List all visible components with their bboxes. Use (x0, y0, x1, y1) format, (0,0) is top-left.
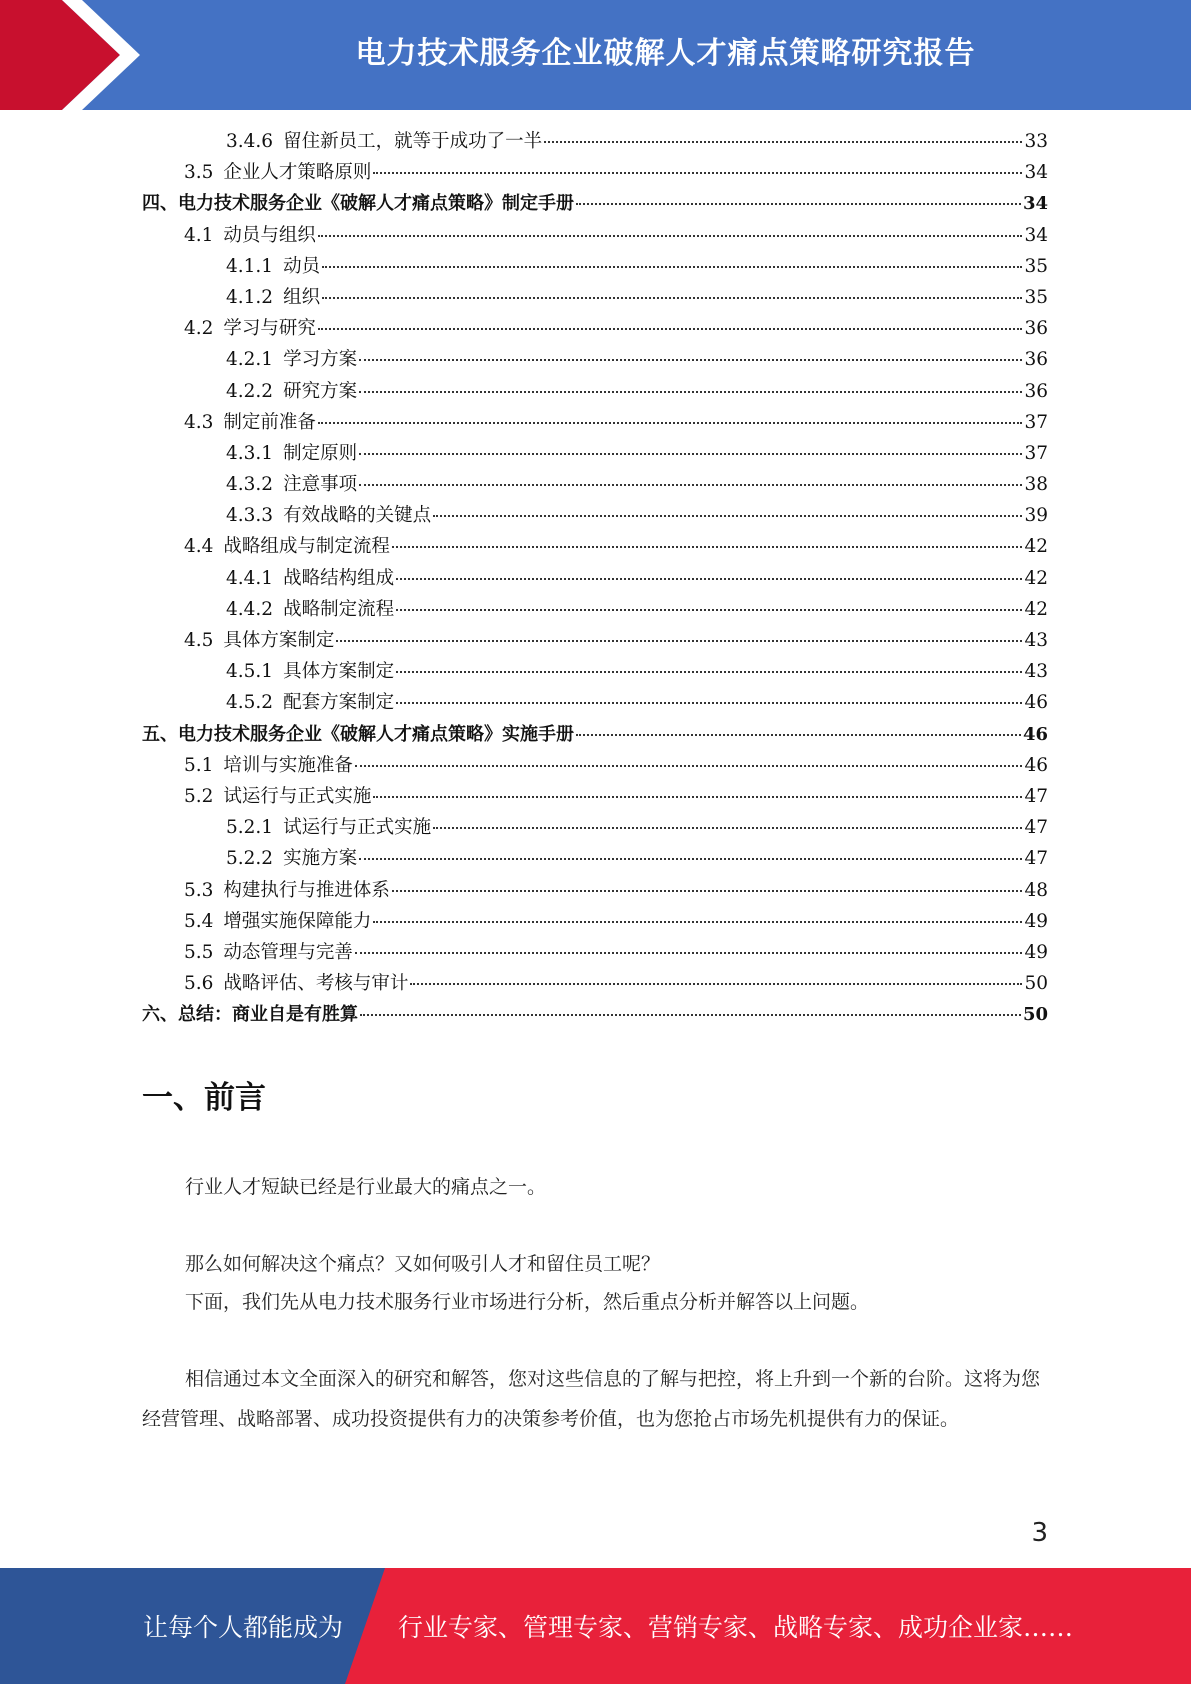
toc-entry-title: 试运行与正式实施 (223, 785, 372, 807)
toc-entry-title: 学习与研究 (223, 318, 316, 340)
toc-entry-number: 4.1.1 (226, 255, 274, 277)
toc-entry-page: 46 (1024, 754, 1048, 776)
toc-entry[interactable] (142, 439, 1048, 470)
toc-entry-title: 实施方案 (283, 848, 358, 870)
toc-entry[interactable] (142, 1000, 1048, 1031)
table-of-contents (142, 127, 1048, 1031)
toc-entry-number: 3.5 (184, 162, 214, 184)
toc-dot-leader (392, 545, 1023, 548)
toc-entry[interactable] (142, 283, 1048, 314)
toc-entry-number: 4.4.2 (226, 598, 274, 620)
toc-entry-page: 46 (1022, 723, 1048, 745)
body-paragraph-2 (142, 1245, 1048, 1321)
toc-entry[interactable] (142, 626, 1048, 657)
toc-entry-page: 34 (1024, 162, 1048, 184)
toc-entry-page: 50 (1024, 973, 1048, 995)
toc-entry-page: 42 (1024, 598, 1048, 620)
toc-dot-leader (336, 639, 1022, 642)
toc-entry-number: 4.1 (184, 224, 214, 246)
toc-dot-leader (322, 296, 1022, 299)
toc-dot-leader (355, 764, 1023, 767)
toc-entry-number: 4.3 (184, 411, 214, 433)
paragraph-text: 行业人才短缺已经是行业最大的痛点之一。 (185, 1176, 547, 1198)
header-arrow-decoration (0, 0, 160, 110)
toc-entry[interactable] (142, 938, 1048, 969)
toc-dot-leader (396, 577, 1022, 580)
toc-entry[interactable] (142, 813, 1048, 844)
toc-entry-title: 动态管理与完善 (223, 941, 353, 963)
toc-entry[interactable] (142, 688, 1048, 719)
toc-dot-leader (318, 327, 1023, 330)
toc-entry[interactable] (142, 377, 1048, 408)
toc-entry[interactable] (142, 158, 1048, 189)
toc-dot-leader (396, 608, 1022, 611)
toc-entry[interactable] (142, 408, 1048, 439)
toc-entry-number: 4.4.1 (226, 567, 274, 589)
toc-entry-title: 战略制定流程 (283, 598, 395, 620)
toc-entry-page: 42 (1024, 567, 1048, 589)
toc-entry-title: 增强实施保障能力 (223, 910, 372, 932)
toc-entry-title: 战略评估、考核与审计 (223, 973, 409, 995)
toc-entry-title: 战略组成与制定流程 (223, 536, 390, 558)
toc-entry[interactable] (142, 127, 1048, 158)
toc-entry-number: 4.3.1 (226, 442, 274, 464)
header-title: 电力技术服务企业破解人才痛点策略研究报告 (355, 36, 976, 71)
toc-entry[interactable] (142, 189, 1048, 220)
toc-dot-leader (373, 171, 1022, 174)
toc-entry-number: 4.5 (184, 630, 214, 651)
toc-dot-leader (359, 452, 1022, 455)
toc-entry[interactable] (142, 969, 1048, 1000)
toc-dot-leader (576, 202, 1021, 205)
toc-entry-number: 5.5 (184, 941, 214, 963)
toc-entry-page: 46 (1024, 692, 1048, 714)
toc-entry[interactable] (142, 532, 1048, 563)
toc-entry-page: 39 (1024, 505, 1048, 527)
toc-entry[interactable] (142, 470, 1048, 501)
toc-entry[interactable] (142, 564, 1048, 595)
section-heading: 一、前言 (142, 1080, 266, 1116)
toc-entry-page: 37 (1024, 411, 1048, 433)
body-paragraph-3 (142, 1359, 1048, 1439)
toc-entry-page: 37 (1024, 442, 1048, 464)
toc-entry-title: 培训与实施准备 (223, 754, 353, 776)
toc-entry-page: 34 (1022, 193, 1048, 215)
toc-entry-number: 4.5.1 (226, 661, 274, 683)
toc-entry-page: 38 (1024, 474, 1048, 496)
toc-entry-title: 制定原则 (283, 442, 358, 464)
toc-entry-title: 战略结构组成 (283, 567, 395, 589)
toc-entry-title: 有效战略的关键点 (283, 505, 432, 527)
paragraph-text: 那么如何解决这个痛点？又如何吸引人才和留住员工呢？ (185, 1253, 661, 1275)
toc-entry-title: 组织 (283, 286, 321, 308)
toc-dot-leader (359, 857, 1022, 860)
page-footer (0, 1568, 1191, 1684)
toc-entry-page: 36 (1024, 349, 1048, 371)
toc-entry-number: 5.2.1 (226, 817, 274, 839)
toc-entry[interactable] (142, 221, 1048, 252)
toc-entry[interactable] (142, 751, 1048, 782)
toc-entry-number: 3.4.6 (226, 131, 274, 152)
toc-dot-leader (360, 1013, 1021, 1016)
page-number: 3 (1031, 1518, 1048, 1548)
toc-entry-page: 35 (1024, 255, 1048, 277)
footer-slogan-right: 行业专家、管理专家、营销专家、战略专家、成功企业家…… (398, 1613, 1074, 1642)
toc-entry-page: 50 (1022, 1004, 1048, 1026)
toc-dot-leader (322, 265, 1022, 268)
toc-entry[interactable] (142, 501, 1048, 532)
toc-entry-page: 43 (1024, 661, 1048, 683)
toc-entry-title: 制定前准备 (223, 411, 316, 433)
toc-entry-number: 4.5.2 (226, 692, 274, 714)
toc-entry-title: 注意事项 (283, 474, 358, 496)
toc-dot-leader (433, 826, 1022, 829)
toc-dot-leader (410, 982, 1022, 985)
toc-dot-leader (396, 670, 1022, 673)
toc-entry-page: 42 (1024, 536, 1048, 558)
toc-entry-page: 49 (1024, 910, 1048, 932)
toc-entry[interactable] (142, 595, 1048, 626)
toc-dot-leader (359, 483, 1022, 486)
toc-entry-page: 47 (1024, 848, 1048, 870)
toc-entry-number: 4.2.2 (226, 380, 274, 402)
toc-entry-page: 36 (1024, 380, 1048, 402)
toc-entry-number: 5.2 (184, 785, 214, 807)
paragraph-text: 相信通过本文全面深入的研究和解答，您对这些信息的了解与把控，将上升到一个新的台阶。这将为您经营管理、战略部署、成功投资提供有力的决策参考价值，也为您抢占市场先机提供有力的保证。 (142, 1368, 1041, 1430)
toc-entry[interactable] (142, 720, 1048, 751)
toc-entry-page: 47 (1024, 817, 1048, 839)
toc-entry-page: 34 (1024, 224, 1048, 246)
toc-dot-leader (433, 514, 1022, 517)
toc-entry-number: 5.3 (184, 879, 214, 901)
toc-entry-page: 36 (1024, 318, 1048, 340)
toc-dot-leader (373, 795, 1022, 798)
toc-entry-number: 4.4 (184, 536, 214, 558)
toc-entry-number: 5.1 (184, 754, 214, 776)
toc-entry-page: 48 (1024, 879, 1048, 901)
footer-slogan-left: 让每个人都能成为 (143, 1613, 344, 1642)
toc-entry-title: 企业人才策略原则 (223, 162, 372, 184)
toc-entry-title: 具体方案制定 (223, 630, 335, 651)
toc-dot-leader (359, 390, 1022, 393)
toc-entry[interactable] (142, 782, 1048, 813)
toc-entry-title: 动员与组织 (223, 224, 316, 246)
toc-entry-number: 4.1.2 (226, 286, 274, 308)
toc-entry-number: 4.2.1 (226, 349, 274, 371)
toc-entry[interactable] (142, 252, 1048, 283)
toc-entry-page: 49 (1024, 941, 1048, 963)
toc-entry-number: 5.4 (184, 910, 214, 932)
toc-entry-page: 43 (1024, 630, 1048, 651)
toc-entry[interactable] (142, 314, 1048, 345)
toc-entry[interactable] (142, 657, 1048, 688)
toc-dot-leader (355, 951, 1023, 954)
toc-entry-number: 4.3.3 (226, 505, 274, 527)
toc-entry-title: 四、电力技术服务企业《破解人才痛点策略》制定手册 (142, 193, 574, 215)
toc-entry-number: 5.6 (184, 973, 214, 995)
toc-entry-title: 试运行与正式实施 (283, 817, 432, 839)
toc-entry-title: 学习方案 (283, 349, 358, 371)
toc-entry-title: 留住新员工，就等于成功了一半 (283, 131, 543, 152)
page-header (0, 0, 1191, 110)
toc-entry-title: 六、总结：商业自是有胜算 (142, 1004, 358, 1026)
toc-entry-title: 具体方案制定 (283, 661, 395, 683)
toc-dot-leader (396, 701, 1022, 704)
toc-entry-number: 4.3.2 (226, 474, 274, 496)
toc-dot-leader (359, 358, 1022, 361)
toc-entry-page: 33 (1024, 131, 1048, 152)
toc-entry-title: 配套方案制定 (283, 692, 395, 714)
toc-entry-page: 35 (1024, 286, 1048, 308)
body-paragraph-1 (142, 1168, 1048, 1206)
toc-entry-title: 构建执行与推进体系 (223, 879, 390, 901)
paragraph-text: 下面，我们先从电力技术服务行业市场进行分析，然后重点分析并解答以上问题。 (185, 1291, 870, 1313)
toc-dot-leader (392, 889, 1023, 892)
toc-dot-leader (318, 421, 1023, 424)
toc-entry-title: 动员 (283, 255, 321, 277)
toc-dot-leader (318, 234, 1023, 237)
toc-entry-page: 47 (1024, 785, 1048, 807)
toc-entry[interactable] (142, 844, 1048, 875)
toc-entry[interactable] (142, 907, 1048, 938)
toc-dot-leader (544, 140, 1022, 143)
toc-entry[interactable] (142, 345, 1048, 376)
toc-entry-number: 4.2 (184, 318, 214, 340)
toc-dot-leader (576, 733, 1021, 736)
toc-entry-title: 五、电力技术服务企业《破解人才痛点策略》实施手册 (142, 723, 574, 745)
toc-entry[interactable] (142, 876, 1048, 907)
toc-entry-title: 研究方案 (283, 380, 358, 402)
toc-dot-leader (373, 920, 1022, 923)
toc-entry-number: 5.2.2 (226, 848, 274, 870)
